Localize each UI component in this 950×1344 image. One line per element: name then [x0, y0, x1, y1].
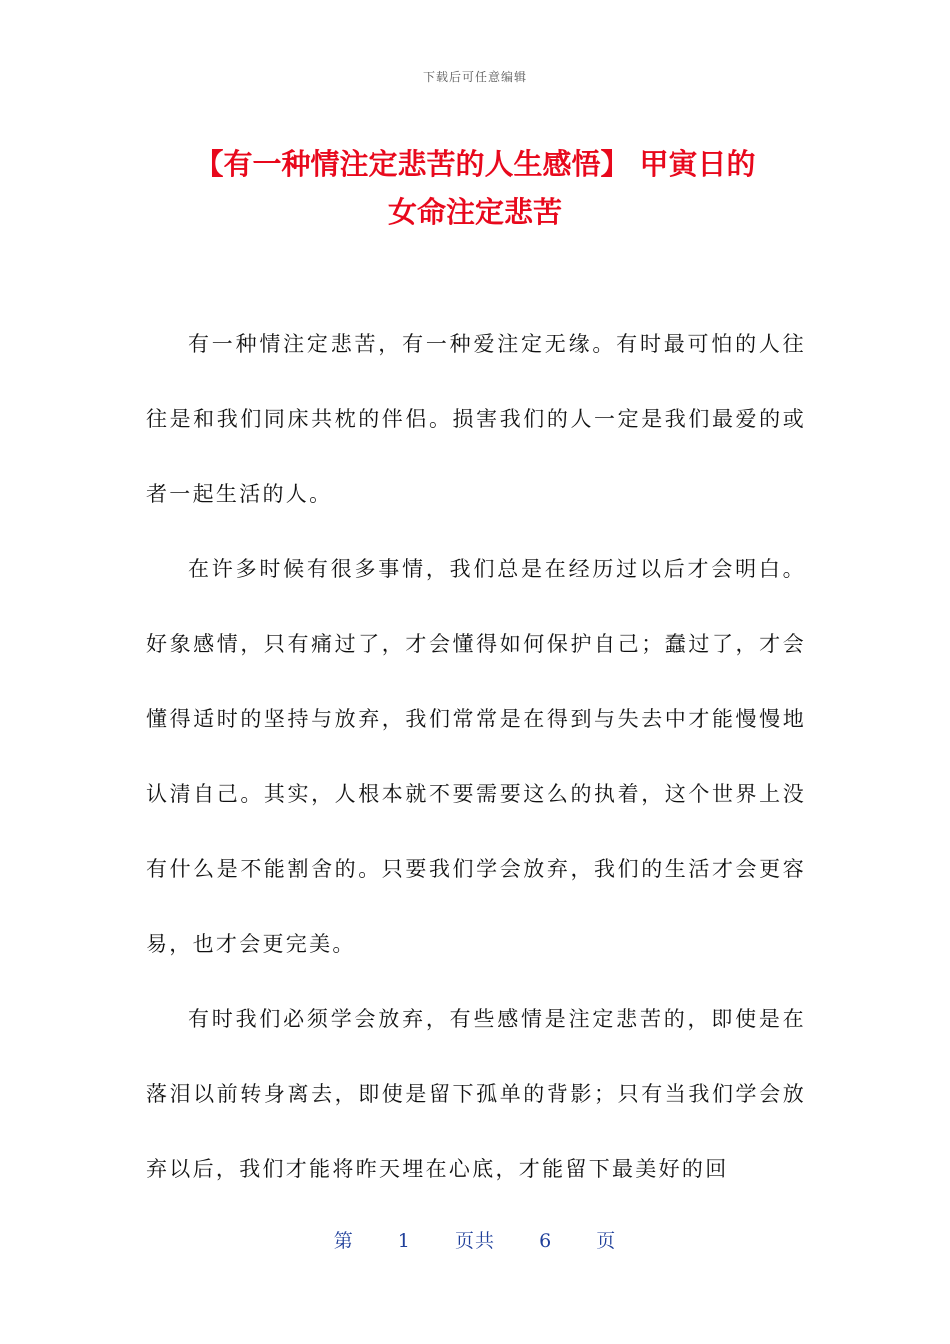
- current-page-number: 1: [397, 1230, 411, 1252]
- footer-suffix: 页: [596, 1230, 617, 1252]
- total-pages-number: 6: [539, 1230, 553, 1252]
- paragraph-2: 在许多时候有很多事情，我们总是在经历过以后才会明白。好象感情，只有痛过了，才会懂得如何保护自己；蠢过了，才会懂得适时的坚持与放弃，我们常常是在得到与失去中才能慢慢地认清自己。其实，人根本就不要需要这么的执着，这个世界上没有什么是不能割舍的。只要我们学会放弃，我们的生活才会更容易，也才会更完美。: [146, 557, 806, 956]
- footer-mid: 页共: [454, 1230, 495, 1252]
- footer-prefix: 第: [333, 1230, 354, 1252]
- document-body: [146, 307, 806, 1207]
- header-note: 下载后可任意编辑: [422, 70, 527, 84]
- paragraph-1: 有一种情注定悲苦，有一种爱注定无缘。有时最可怕的人往往是和我们同床共枕的伴侣。损害我们的人一定是我们最爱的或者一起生活的人。: [146, 332, 806, 506]
- document-title-line-2: 女命注定悲苦: [387, 195, 562, 229]
- document-title: [150, 140, 800, 236]
- paragraph-3: 有时我们必须学会放弃，有些感情是注定悲苦的，即使是在落泪以前转身离去，即使是留下孤单的背影；只有当我们学会放弃以后，我们才能将昨天埋在心底，才能留下最美好的回: [146, 1007, 806, 1181]
- page-footer: [0, 1226, 950, 1253]
- document-title-line-1: 【有一种情注定悲苦的人生感悟】 甲寅日的: [194, 147, 756, 181]
